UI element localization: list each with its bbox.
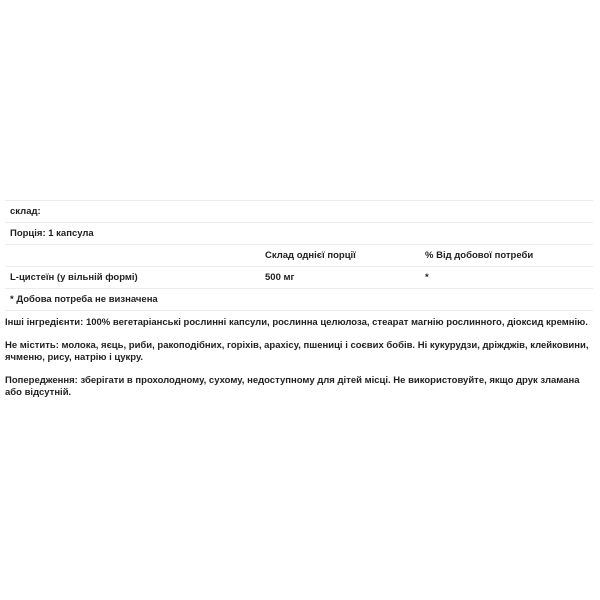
warning-statement: Попередження: зберігати в прохолодному, сухому, недоступному для дітей місці. Не використовуйте, якщо друк зламана або відсутній. (5, 375, 580, 398)
header-row (5, 245, 593, 267)
supplement-facts-table (5, 200, 593, 311)
ingredient-name: L-цистеїн (у вільній формі) (5, 267, 260, 289)
facts-title: склад: (5, 201, 593, 223)
serving-size-row (5, 223, 593, 245)
other-ingredients: Інші інгредієнти: 100% вегетаріанські рослинні капсули, рослинна целюлоза, стеарат магнію рослинного, діоксид кремнію. (5, 317, 588, 328)
ingredient-daily-value: * (420, 267, 593, 289)
free-of-statement: Не містить: молока, яєць, риби, ракоподібних, горіхів, арахісу, пшениці і соєвих бобів. Ні кукурудзи, дріжджів, клейковини, ячменю, рису, натрію і цукру. (5, 340, 589, 363)
serving-size: Порція: 1 капсула (5, 223, 593, 245)
ingredient-amount: 500 мг (260, 267, 420, 289)
header-name (5, 245, 260, 267)
header-daily-value: % Від добової потреби (420, 245, 593, 267)
footnote-row (5, 289, 593, 311)
supplement-facts (5, 200, 593, 311)
table-row (5, 267, 593, 289)
footnote: * Добова потреба не визначена (5, 289, 593, 311)
product-notes (5, 317, 593, 410)
title-row (5, 201, 593, 223)
header-amount: Склад однієї порції (260, 245, 420, 267)
